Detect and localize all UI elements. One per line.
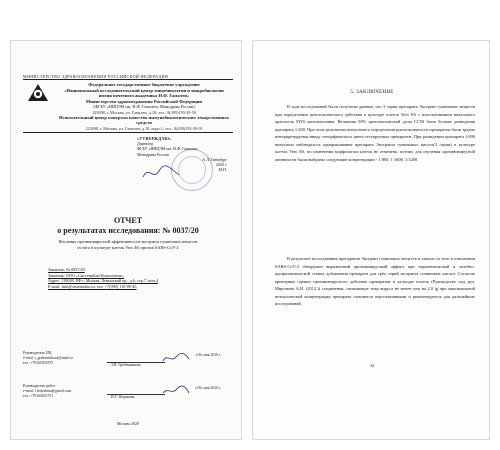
- conclusion-page: [252, 40, 490, 440]
- conclusion-paragraph-1: В ходе исследований были получены данные, что 3 серии препарата Экстракт гуминовых веществ при определении цитотоксического действия в культуре клеток Vero E6 с использованием витального красителя MTS малотоксичны. Величина 50% цитотоксической дозы CC50 была больше разведения препарата 1:200. При этом результаты визуального определения цитотоксичности препаратов были трудно интерпретируемы ввиду специфического цвета тестируемых препаратов. При разведении препарата 1:800 визуально наблюдалось прокрашивание препарата Экстракта гуминовых кислот(3 серии) в культуре клеток Vero E6, но изменения морфологии клеток не отмечено, потому для изучения противовирусной активности были выбраны следующие концентрации - 1:800, 1:1600, 1:3200.: [275, 104, 475, 163]
- signer-role: Руководитель работ: [23, 384, 56, 388]
- signer-2-date: «18» мая 2020 г.: [195, 386, 221, 390]
- page-number: 34: [370, 363, 374, 368]
- subtitle-line: in vitro в культуре клеток Vero E6 против SARS-CoV-2: [77, 244, 179, 250]
- org-line: Министерства здравоохранения Российской Федерации: [85, 98, 203, 104]
- lab-line: Испытательный центр контроля качества иммунобиологических лекарственных средств: [59, 114, 229, 126]
- signer-phone: тел. +79165051875: [23, 361, 54, 366]
- header-divider: [23, 79, 233, 80]
- city-year: Москва 2020: [117, 421, 139, 426]
- signer-2-signature: [161, 384, 191, 398]
- org-line: (ФГБУ «НИЦЭМ им. Н.Ф. Гамалеи» Минздрава России): [93, 104, 195, 110]
- signer-phone: тел. +79165021751: [23, 394, 54, 399]
- report-subtitle: [23, 239, 233, 250]
- signer-2-contacts: [23, 384, 103, 399]
- conclusion-heading: 5. ЗАКЛЮЧЕНИЕ: [350, 90, 394, 95]
- signer-1-signature: [161, 351, 191, 365]
- ministry-header: МИНИСТЕРСТВО ЗДРАВООХРАНЕНИЯ РОССИЙСКОЙ ФЕДЕРАЦИИ: [23, 74, 169, 79]
- approval-mp: М.П.: [218, 167, 227, 173]
- conclusion-paragraph-2: В результате исследования препаратов Экстракт гуминовых веществ в опытах in vitro в отношении SARS-CoV-2 обнаружен выраженный противовирусный эффект при терапевтической и лечебно-профилактической схемах добавления препарата для трёх серий экстракта гуминовых кислот. Согласно критериям оценки противовирусного действия препаратов в культуре клеток (Руководство под ред. Миронова А.Н. (2012.)) соединения, снижающие титр вируса не менее чем на 2,0 lg при максимальной нетоксической концентрации препарата считаются перспективными и рекомендуются для дальнейших исследований.: [275, 256, 475, 307]
- customer-block: [48, 267, 218, 290]
- report-title: [23, 216, 233, 236]
- report-cover-page: [10, 40, 242, 440]
- signer-1-contacts: [23, 351, 103, 366]
- approval-date: 2020 г.: [215, 161, 227, 167]
- director-signature: [141, 163, 181, 183]
- gamaleya-logo-icon: [25, 81, 51, 105]
- org-line: Федеральное государственное бюджетное учреждение: [88, 82, 200, 87]
- approval-org: ФГБУ «НИЦЭМ им. Н.Ф. Гамалеи»: [137, 146, 199, 152]
- customer-line: Заказчик: ООО «СистемаБиоТехнологии»,: [48, 272, 125, 278]
- signer-email: e-mail: t_grebennikova@mail.ru: [23, 356, 73, 361]
- customer-line: Адрес: 119049, РФ г. Москва, Ленинский пр., д.6, стр.7, пом.4: [48, 278, 159, 284]
- org-divider: [23, 132, 233, 133]
- customer-line: Заказчик: № 0037/20: [48, 267, 85, 272]
- approval-name: А.Л. Гинцбург: [202, 156, 227, 162]
- signer-email: e-mail: i.fedyakina@gmail.com: [23, 389, 72, 394]
- approval-role: Директор: [137, 141, 154, 147]
- signer-1-date: «18» мая 2020 г.: [195, 353, 221, 357]
- organization-block: [51, 82, 237, 131]
- subtitle-line: Изучение противовирусной эффективности экстракта гуминовых веществ: [58, 239, 198, 244]
- org-line: имени почетного академика Н.Ф. Гамалеи»: [98, 93, 190, 99]
- report-title-main: ОТЧЕТ: [113, 216, 143, 225]
- org-address: 123098, г. Москва, ул. Гамалеи, д.18; тел.: 8(499)193-30-50: [92, 109, 196, 115]
- signer-1-name: Т.В. Гребенникова: [111, 363, 141, 367]
- lab-address: 123098, г. Москва, ул. Гамалеи, д.18, корп.1; тел.: 8(499)193-30-01: [85, 125, 203, 131]
- report-title-number: о результатах исследования: № 0037/20: [57, 226, 199, 235]
- customer-line: E-mail: info@sistemabio.ru, тел. +7(999) 110-09-46: [48, 284, 137, 290]
- approval-title: «УТВЕРЖДАЮ»: [137, 136, 172, 141]
- signer-2-name: И.Т. Федякина: [111, 395, 135, 399]
- org-line: «Национальный исследовательский центр эпидемиологии и микробиологии: [64, 87, 224, 93]
- signer-role: Руководитель ИЦ: [23, 351, 52, 355]
- approval-ministry: Минздрава России: [137, 151, 169, 157]
